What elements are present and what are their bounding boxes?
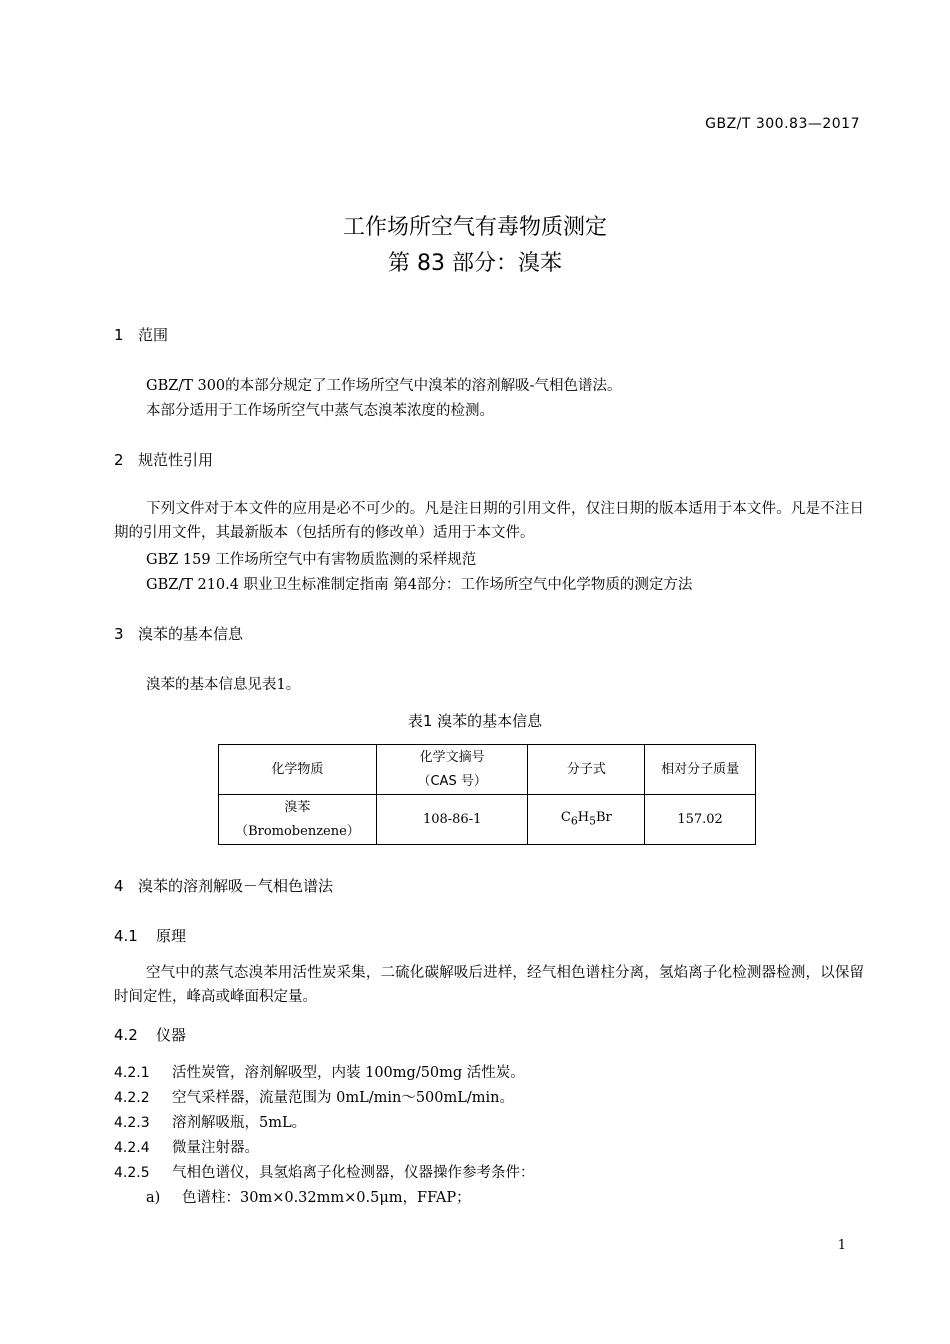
cell-cas: 108-86-1 [376,795,528,845]
formula-h-subscript: 5 [589,814,596,828]
item-text: 活性炭管，溶剂解吸型，内装 100mg/50mg 活性炭。 [172,1065,525,1081]
section-number: 4.2 [114,1026,138,1044]
normative-reference-1: GBZ 159 工作场所空气中有害物质监测的采样规范 [146,552,477,568]
item-number: 4.2.4 [114,1140,150,1156]
list-item [114,1136,259,1157]
item-number: 4.2.5 [114,1165,150,1181]
list-item [114,1086,514,1107]
section-number: 4 [114,877,124,895]
document-title-line1: 工作场所空气有毒物质测定 [342,215,607,240]
section-1-heading [114,324,168,345]
normative-reference-2: GBZ/T 210.4 职业卫生标准制定指南 第4部分：工作场所空气中化学物质的测定方法 [146,577,693,593]
sub-item-text: 色谱柱：30m×0.32mm×0.5μm，FFAP； [182,1190,471,1206]
cell-molecular-mass: 157.02 [645,795,756,845]
standard-code: GBZ/T 300.83—2017 [705,116,860,132]
header-formula: 分子式 [528,745,645,795]
sub-item-a [146,1186,471,1207]
item-text: 微量注射器。 [172,1140,259,1156]
section-4-1-paragraph: 空气中的蒸气态溴苯用活性炭采集，二硫化碳解吸后进样，经气相色谱柱分离，氢焰离子化检测器检测，以保留时间定性，峰高或峰面积定量。 [114,965,864,1005]
section-number: 3 [114,625,124,643]
cell-substance [219,795,377,845]
section-title: 溴苯的基本信息 [138,625,244,643]
basic-info-table [218,744,756,845]
table-row [219,795,756,845]
formula-h: H [577,809,590,825]
item-text: 溶剂解吸瓶，5mL。 [172,1115,307,1131]
document-title-line2: 第 83 部分：溴苯 [388,251,562,276]
header-molecular-mass: 相对分子质量 [645,745,756,795]
item-number: 4.2.2 [114,1090,150,1106]
header-cas [376,745,528,795]
section-1-paragraph-1: GBZ/T 300的本部分规定了工作场所空气中溴苯的溶剂解吸-气相色谱法。 [146,378,622,394]
header-substance: 化学物质 [219,745,377,795]
section-number: 2 [114,451,124,469]
section-4-1-heading [114,925,186,946]
item-text: 气相色谱仪，具氢焰离子化检测器，仪器操作参考条件： [172,1165,535,1181]
list-item [114,1161,535,1182]
formula-c-subscript: 6 [570,814,578,828]
substance-name-en: （Bromobenzene） [235,823,360,839]
list-item [114,1061,525,1082]
substance-name-cn: 溴苯 [284,799,311,815]
table-1-caption: 表1 溴苯的基本信息 [407,712,543,730]
section-title: 仪器 [156,1026,187,1044]
section-title: 溴苯的溶剂解吸－气相色谱法 [138,877,334,895]
header-cas-line2: （CAS 号） [417,773,487,789]
item-text: 空气采样器，流量范围为 0mL/min～500mL/min。 [172,1090,514,1106]
sub-item-label: a) [146,1190,161,1206]
section-2-heading [114,449,213,470]
cell-formula [528,795,645,845]
section-1-paragraph-2: 本部分适用于工作场所空气中蒸气态溴苯浓度的检测。 [146,403,494,419]
section-4-2-heading [114,1024,186,1045]
section-2-paragraph-1: 下列文件对于本文件的应用是必不可少的。凡是注日期的引用文件，仅注日期的版本适用于本文件。凡是不注日期的引用文件，其最新版本（包括所有的修改单）适用于本文件。 [114,501,864,541]
section-3-paragraph-1: 溴苯的基本信息见表1。 [146,677,301,693]
table-header-row [219,745,756,795]
page-number: 1 [837,1238,846,1253]
item-number: 4.2.3 [114,1115,150,1131]
section-4-heading [114,875,333,896]
formula-br: Br [595,809,612,825]
list-item [114,1111,306,1132]
formula-c: C [560,809,571,825]
header-cas-line1: 化学文摘号 [419,749,485,765]
section-number: 4.1 [114,927,138,945]
section-title: 原理 [156,927,187,945]
section-number: 1 [114,326,124,344]
item-number: 4.2.1 [114,1065,150,1081]
section-title: 范围 [138,326,169,344]
section-title: 规范性引用 [138,451,214,469]
section-3-heading [114,623,243,644]
